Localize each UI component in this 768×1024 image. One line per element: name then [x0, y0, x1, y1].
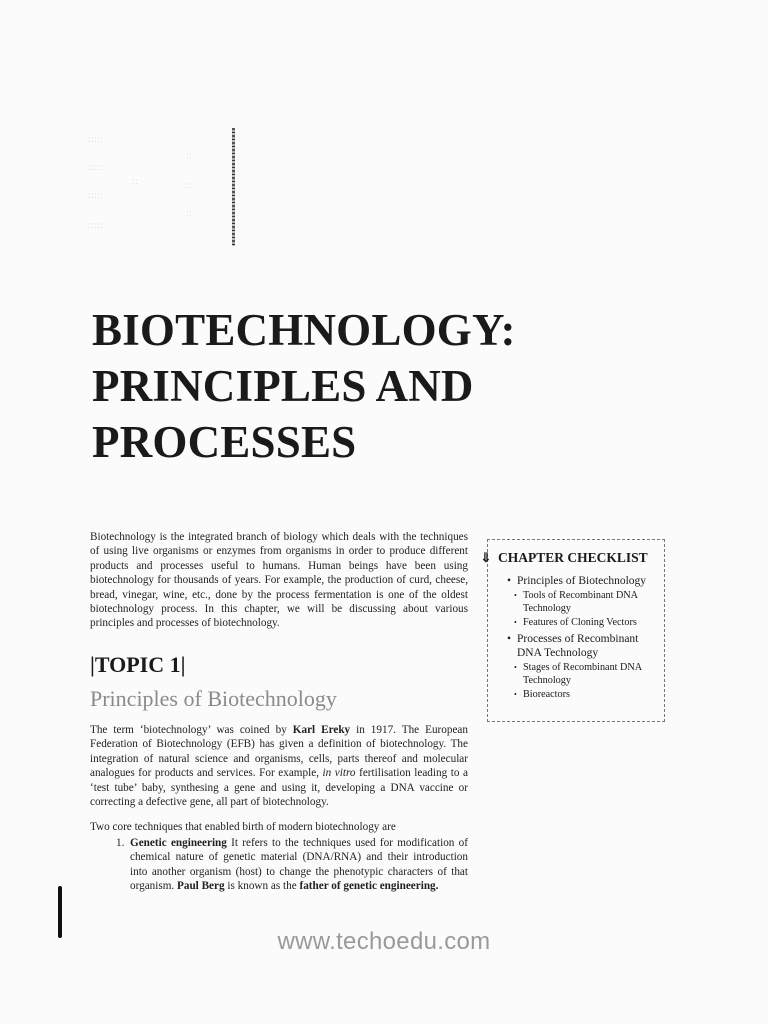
checklist-item: • Principles of Biotechnology — [488, 574, 664, 588]
checklist-items — [488, 574, 664, 701]
topic-title: Principles of Biotechnology — [90, 686, 337, 711]
faded-mark: :: — [186, 181, 193, 190]
watermark: www.techoedu.com — [277, 928, 491, 955]
bold-term: Karl Ereky — [292, 724, 351, 736]
numbered-item — [90, 836, 468, 894]
faded-mark: :: — [186, 209, 193, 218]
checklist-subitem: • Bioreactors — [488, 688, 664, 701]
chapter-title-line: PRINCIPLES AND — [92, 361, 474, 411]
faded-mark: :: — [132, 177, 139, 186]
checklist-heading — [480, 550, 648, 568]
checklist-subitem: • Tools of Recombinant DNA Technology — [488, 589, 664, 615]
bold-term: Genetic engineering — [130, 837, 227, 849]
bold-term: Paul Berg — [177, 880, 225, 893]
chapter-checklist-box — [480, 539, 665, 722]
chapter-divider-bar — [232, 128, 235, 246]
text-segment: It refers to the techniques used for modification of chemical nature of genetic material (DNA/RNA) and their introduction into another organism (host) to change the phenotypic characters of that organism. — [130, 837, 468, 893]
bold-term: father of genetic engineering. — [299, 880, 439, 893]
numbered-list — [90, 836, 468, 894]
chapter-title-line: BIOTECHNOLOGY: — [92, 305, 516, 355]
italic-term: in vitro — [322, 767, 356, 780]
checklist-subitem: • Stages of Recombinant DNA Technology — [488, 661, 664, 687]
text-segment: fertilisation leading to a ‘test tube’ baby, synthesing a gene and using it, developing a DNA vaccine or correcting a defective gene, all part of biotechnology. — [90, 767, 468, 809]
chapter-number-graphic — [88, 128, 248, 248]
text-segment: is known as the — [224, 880, 300, 893]
text-segment: Two core techniques that enabled birth of modern biotechnology are — [90, 821, 396, 833]
checklist-title: CHAPTER CHECKLIST — [498, 550, 648, 565]
text-segment: in 1917. The European Federation of Biotechnology (EFB) has given a definition of biotechnology. The integration of natural science and organisms, cells, parts thereof and molecular analogues for products and services. For example, — [90, 724, 468, 780]
faded-mark: ::::: — [88, 135, 105, 144]
faded-mark: ::::: — [88, 191, 105, 200]
item-number: 1. — [116, 837, 125, 849]
faded-mark: ::::: — [88, 163, 105, 172]
chapter-title — [92, 302, 516, 470]
intro-text: Biotechnology is the integrated branch of biology which deals with the techniques of using live organisms or enzymes from organisms in order to produce different products and processes useful to humans. Human beings have been using biotechnology for thousands of years. For example, the production of curd, cheese, bread, vinegar, wine, etc., done by the process fermentation is one of the oldest biotechnology process. In this chapter, we will be discussing about various principles and processes of biotechnology. — [90, 531, 468, 630]
text-segment: The term ‘biotechnology’ was coined by — [90, 724, 293, 736]
topic-label: |TOPIC 1| — [90, 652, 186, 677]
checklist-item: • Processes of Recombinant DNA Technology — [488, 632, 664, 660]
double-chevron-down-icon: ⇓ — [480, 550, 492, 565]
faded-mark: ::::: — [88, 221, 105, 230]
topic-paragraph — [90, 820, 468, 834]
topic-paragraph — [90, 723, 468, 809]
chapter-title-line: PROCESSES — [92, 417, 357, 467]
faded-mark: :: — [186, 151, 193, 160]
intro-paragraph — [90, 530, 468, 631]
checklist-subitem: • Features of Cloning Vectors — [488, 616, 664, 629]
